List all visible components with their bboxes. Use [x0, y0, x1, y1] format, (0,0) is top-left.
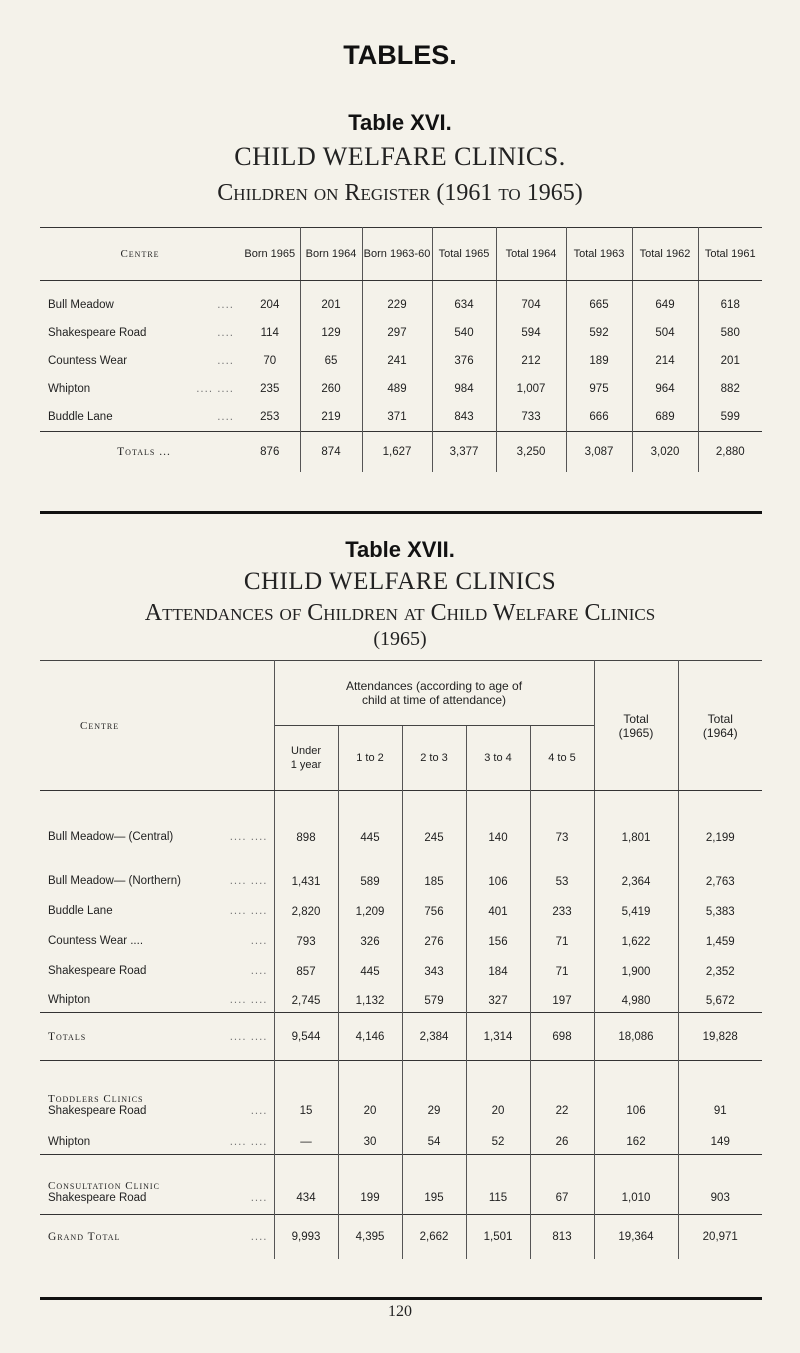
value-cell: 1,132 — [338, 983, 402, 1013]
table17 — [40, 660, 762, 1259]
value-cell: 1,900 — [594, 953, 678, 983]
value-cell: 975 — [566, 375, 632, 403]
t17-header-attendances: Attendances (according to age of child at time of attendance) — [274, 661, 594, 726]
value-cell: 214 — [632, 347, 698, 375]
table16-title: CHILD WELFARE CLINICS. — [234, 142, 566, 171]
value-cell: 149 — [678, 1123, 762, 1155]
value-cell: 857 — [274, 953, 338, 983]
leader-dots: .... — [217, 299, 234, 311]
value-cell: 229 — [362, 281, 432, 320]
leader-dots: .... — [217, 411, 234, 423]
value-cell: 26 — [530, 1123, 594, 1155]
value-cell: 201 — [698, 347, 762, 375]
value-cell: 2,352 — [678, 953, 762, 983]
centre-name-cell — [40, 1155, 274, 1215]
value-cell: 2,820 — [274, 893, 338, 923]
value-cell: 91 — [678, 1061, 762, 1123]
centre-name-cell — [40, 953, 274, 983]
value-cell: 649 — [632, 281, 698, 320]
value-cell: 1,622 — [594, 923, 678, 953]
value-cell: 793 — [274, 923, 338, 953]
value-cell: 618 — [698, 281, 762, 320]
t17-header-total-1965: Total (1965) — [594, 661, 678, 791]
leader-dots: .... — [250, 1230, 268, 1243]
value-cell: 15 — [274, 1061, 338, 1123]
value-cell: 52 — [466, 1123, 530, 1155]
value-cell: 9,544 — [274, 1013, 338, 1061]
total-value-cell: 874 — [300, 432, 362, 473]
t16-header-born-1963-60: Born 1963-60 — [362, 228, 432, 281]
centre-name-cell — [40, 1123, 274, 1155]
value-cell: 65 — [300, 347, 362, 375]
value-cell: 1,501 — [466, 1215, 530, 1259]
value-cell: 219 — [300, 403, 362, 432]
value-cell: 666 — [566, 403, 632, 432]
value-cell: 53 — [530, 849, 594, 893]
centre-name-cell — [40, 1013, 274, 1061]
value-cell: 843 — [432, 403, 496, 432]
value-cell: 20 — [338, 1061, 402, 1123]
centre-name: Countess Wear .... — [48, 934, 144, 947]
value-cell: 326 — [338, 923, 402, 953]
table16-subtitle: Children on Register (1961 to 1965) — [217, 180, 583, 206]
table-row — [40, 1061, 762, 1123]
t16-header-centre: Centre — [40, 228, 240, 281]
total-value-cell: 1,627 — [362, 432, 432, 473]
value-cell: 964 — [632, 375, 698, 403]
total-value-cell: 876 — [240, 432, 300, 473]
centre-name: Grand Total — [48, 1230, 121, 1243]
value-cell: 594 — [496, 319, 566, 347]
t16-header-born-1964: Born 1964 — [300, 228, 362, 281]
value-cell: 114 — [260, 327, 279, 339]
t17-header-centre: Centre — [40, 661, 274, 791]
value-cell: 195 — [402, 1155, 466, 1215]
value-cell: 4,980 — [594, 983, 678, 1013]
value-cell: 115 — [466, 1155, 530, 1215]
t16-header-total-1964: Total 1964 — [496, 228, 566, 281]
value-cell: 29 — [402, 1061, 466, 1123]
value-cell: 1,431 — [274, 849, 338, 893]
table17-subtitle: Attendances of Children at Child Welfare Clinics — [144, 600, 656, 626]
value-cell: 327 — [466, 983, 530, 1013]
table-row — [40, 893, 762, 923]
t17-header-3-to-4: 3 to 4 — [466, 726, 530, 791]
table17-number: Table XVII. — [345, 537, 455, 562]
centre-name-cell — [40, 319, 240, 347]
centre-name: Whipton — [48, 383, 91, 395]
value-cell: 445 — [338, 791, 402, 849]
centre-name: Shakespeare Road — [48, 964, 147, 977]
value-cell: 9,993 — [274, 1215, 338, 1259]
value-cell: 1,007 — [496, 375, 566, 403]
centre-name-cell — [40, 347, 240, 375]
value-cell: 1,010 — [594, 1155, 678, 1215]
t16-header-total-1962: Total 1962 — [632, 228, 698, 281]
t17-header-2-to-3: 2 to 3 — [402, 726, 466, 791]
centre-name-cell — [40, 849, 274, 893]
value-cell: 704 — [496, 281, 566, 320]
page-title: TABLES. — [343, 40, 457, 70]
value-cell: 201 — [300, 281, 362, 320]
value-cell: 343 — [402, 953, 466, 983]
centre-name: Buddle Lane — [48, 904, 113, 917]
centre-name: Buddle Lane — [48, 411, 113, 423]
value-cell: 19,828 — [678, 1013, 762, 1061]
leader-dots: .... .... — [229, 904, 268, 917]
centre-name: Bull Meadow — [48, 299, 114, 311]
value-cell: 882 — [698, 375, 762, 403]
value-cell: 233 — [530, 893, 594, 923]
value-cell: 580 — [698, 319, 762, 347]
table-row — [40, 983, 762, 1013]
value-cell: 984 — [432, 375, 496, 403]
value-cell: 4,395 — [338, 1215, 402, 1259]
leader-dots: .... — [250, 934, 268, 947]
value-cell: 371 — [362, 403, 432, 432]
section-heading: Toddlers Clinics — [48, 1092, 144, 1105]
value-cell: 185 — [402, 849, 466, 893]
leader-dots: .... — [250, 964, 268, 977]
centre-name-cell — [40, 923, 274, 953]
totals-label: Totals ... — [40, 432, 240, 473]
table-row — [40, 375, 762, 403]
centre-name: Shakespeare Road — [48, 1104, 147, 1117]
value-cell: 2,199 — [678, 791, 762, 849]
section-heading: Consultation Clinic — [48, 1180, 160, 1192]
centre-name: Whipton — [48, 994, 91, 1006]
value-cell: 184 — [466, 953, 530, 983]
leader-dots: .... — [250, 1104, 268, 1117]
value-cell: 67 — [530, 1155, 594, 1215]
centre-name-cell — [40, 893, 274, 923]
value-cell: 245 — [402, 791, 466, 849]
centre-name: Bull Meadow— (Central) — [48, 830, 174, 843]
t17-header-total-1964: Total (1964) — [678, 661, 762, 791]
value-cell: 4,146 — [338, 1013, 402, 1061]
value-cell: 140 — [466, 791, 530, 849]
table-row — [40, 403, 762, 432]
value-cell: 54 — [402, 1123, 466, 1155]
leader-dots: .... — [217, 355, 234, 367]
table-row — [40, 791, 762, 849]
total-value-cell: 3,250 — [496, 432, 566, 473]
centre-name-cell — [40, 1215, 274, 1259]
table-row — [40, 923, 762, 953]
value-cell: 903 — [678, 1155, 762, 1215]
value-cell: 241 — [362, 347, 432, 375]
centre-name-cell — [40, 281, 240, 320]
value-cell: 5,672 — [678, 983, 762, 1013]
value-cell: 592 — [566, 319, 632, 347]
value-cell: 2,763 — [678, 849, 762, 893]
centre-name-cell — [40, 983, 274, 1013]
value-cell: 235 — [260, 383, 280, 395]
t16-header-born-1965: Born 1965 — [240, 228, 300, 281]
value-cell: 276 — [402, 923, 466, 953]
value-cell: 589 — [338, 849, 402, 893]
centre-name: Shakespeare Road — [48, 327, 147, 339]
value-cell: 71 — [530, 953, 594, 983]
centre-name-cell — [40, 375, 240, 403]
page-number: 120 — [388, 1303, 412, 1320]
value-cell: 1,314 — [466, 1013, 530, 1061]
table16 — [40, 227, 762, 472]
t16-header-total-1961: Total 1961 — [698, 228, 762, 281]
table-row — [40, 281, 762, 320]
value-cell: 376 — [432, 347, 496, 375]
centre-name: Bull Meadow— (Northern) — [48, 874, 181, 887]
value-cell: 634 — [432, 281, 496, 320]
value-cell: 599 — [698, 403, 762, 432]
value-cell: 1,801 — [594, 791, 678, 849]
table16-number: Table XVI. — [348, 110, 452, 135]
value-cell: 5,383 — [678, 893, 762, 923]
table16-bottom-rule — [40, 511, 762, 514]
value-cell: 689 — [632, 403, 698, 432]
value-cell: 156 — [466, 923, 530, 953]
total-value-cell: 3,087 — [566, 432, 632, 473]
leader-dots: .... .... — [229, 830, 268, 843]
value-cell: — — [274, 1123, 338, 1155]
value-cell: 1,209 — [338, 893, 402, 923]
value-cell: 756 — [402, 893, 466, 923]
value-cell: 445 — [338, 953, 402, 983]
grand-total-row — [40, 1215, 762, 1259]
value-cell: 434 — [274, 1155, 338, 1215]
centre-name-cell — [40, 1061, 274, 1123]
value-cell: 73 — [530, 791, 594, 849]
table-row — [40, 849, 762, 893]
value-cell: 189 — [566, 347, 632, 375]
totals-row — [40, 432, 762, 473]
t16-header-total-1963: Total 1963 — [566, 228, 632, 281]
total-value-cell: 3,377 — [432, 432, 496, 473]
leader-dots: .... .... — [196, 383, 234, 395]
value-cell: 401 — [466, 893, 530, 923]
value-cell: 5,419 — [594, 893, 678, 923]
value-cell: 19,364 — [594, 1215, 678, 1259]
value-cell: 1,459 — [678, 923, 762, 953]
value-cell: 813 — [530, 1215, 594, 1259]
value-cell: 106 — [594, 1061, 678, 1123]
value-cell: 70 — [263, 355, 277, 367]
value-cell: 733 — [496, 403, 566, 432]
centre-name: Whipton — [48, 1136, 91, 1148]
value-cell: 2,364 — [594, 849, 678, 893]
value-cell: 22 — [530, 1061, 594, 1123]
table-row — [40, 319, 762, 347]
value-cell: 162 — [594, 1123, 678, 1155]
t17-header-under-1: Under 1 year — [274, 726, 338, 791]
value-cell: 579 — [402, 983, 466, 1013]
centre-name: Countess Wear — [48, 355, 128, 367]
value-cell: 30 — [338, 1123, 402, 1155]
value-cell: 898 — [274, 791, 338, 849]
value-cell: 71 — [530, 923, 594, 953]
t17-header-1-to-2: 1 to 2 — [338, 726, 402, 791]
value-cell: 199 — [338, 1155, 402, 1215]
leader-dots: .... .... — [229, 874, 268, 887]
centre-name-cell — [40, 791, 274, 849]
value-cell: 253 — [260, 411, 280, 423]
value-cell: 540 — [432, 319, 496, 347]
value-cell: 2,662 — [402, 1215, 466, 1259]
table-row — [40, 1123, 762, 1155]
t16-header-total-1965: Total 1965 — [432, 228, 496, 281]
value-cell: 260 — [300, 375, 362, 403]
centre-name-cell — [40, 403, 240, 432]
value-cell: 20 — [466, 1061, 530, 1123]
value-cell: 489 — [362, 375, 432, 403]
totals-row — [40, 1013, 762, 1061]
leader-dots: .... — [217, 327, 234, 339]
value-cell: 2,384 — [402, 1013, 466, 1061]
value-cell: 204 — [260, 299, 280, 311]
centre-name: Totals — [48, 1030, 87, 1043]
value-cell: 665 — [566, 281, 632, 320]
table-row — [40, 1155, 762, 1215]
value-cell: 212 — [496, 347, 566, 375]
leader-dots: .... .... — [229, 1136, 268, 1148]
centre-name: Shakespeare Road — [48, 1192, 147, 1204]
total-value-cell: 3,020 — [632, 432, 698, 473]
table17-title: CHILD WELFARE CLINICS — [243, 568, 557, 595]
value-cell: 20,971 — [678, 1215, 762, 1259]
value-cell: 129 — [300, 319, 362, 347]
value-cell: 197 — [530, 983, 594, 1013]
leader-dots: .... — [250, 1192, 268, 1204]
total-value-cell: 2,880 — [698, 432, 762, 473]
table17-year: (1965) — [373, 628, 427, 650]
leader-dots: .... .... — [229, 1030, 268, 1043]
value-cell: 18,086 — [594, 1013, 678, 1061]
value-cell: 297 — [362, 319, 432, 347]
table-row — [40, 953, 762, 983]
table17-bottom-rule — [40, 1297, 762, 1300]
value-cell: 2,745 — [274, 983, 338, 1013]
table-row — [40, 347, 762, 375]
value-cell: 698 — [530, 1013, 594, 1061]
value-cell: 106 — [466, 849, 530, 893]
value-cell: 504 — [632, 319, 698, 347]
t17-header-4-to-5: 4 to 5 — [530, 726, 594, 791]
leader-dots: .... .... — [229, 994, 268, 1006]
